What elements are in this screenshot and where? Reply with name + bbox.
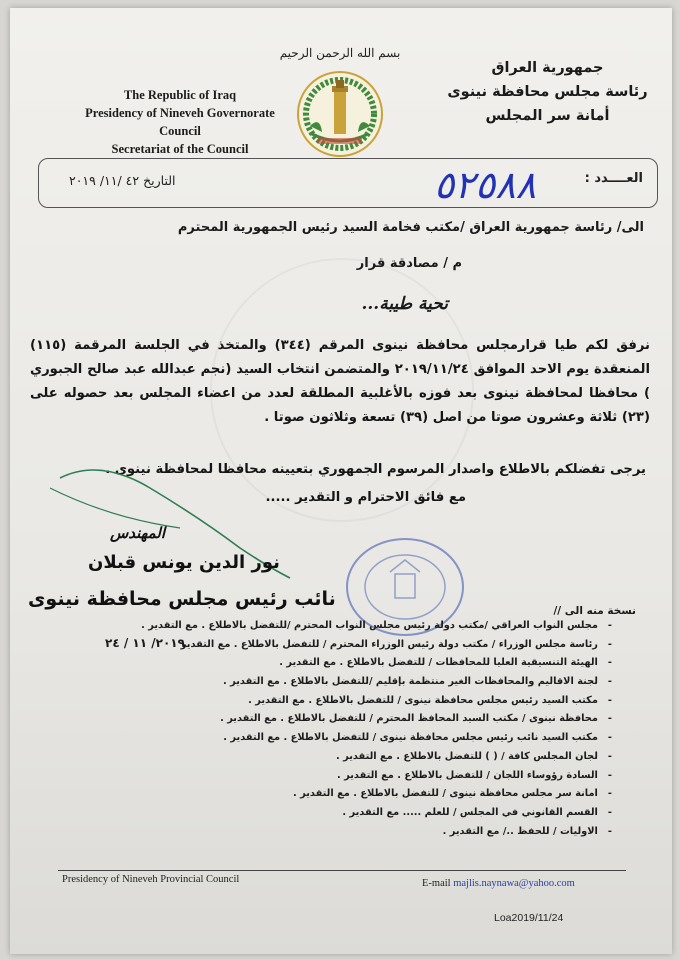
subject-line: م / مصادقة قرار	[356, 256, 462, 271]
signatory-name: نور الدين يونس قبلان	[88, 552, 280, 573]
list-item: - الهيئة التنسيقية العليا للمحافظات / للتفضل بالاطلاع . مع التقدير .	[52, 657, 612, 676]
english-letterhead	[65, 86, 295, 158]
signatory-position: نائب رئيس مجلس محافظة نينوى	[28, 588, 336, 610]
greeting-line: تحية طيبة...	[361, 294, 448, 314]
list-item: - مكتب السيد رئيس مجلس محافظة نينوى / للتفضل بالاطلاع . مع التقدير .	[52, 695, 612, 714]
copies-label: نسخة منه الى //	[553, 605, 636, 617]
arabic-head-line-1: جمهورية العراق	[491, 60, 604, 76]
english-head-line-3: Secretariat of the Council	[111, 142, 249, 156]
handwritten-number: ٥٢٥٨٨	[434, 163, 537, 207]
footer-divider	[58, 870, 626, 871]
document-page	[10, 8, 672, 954]
email-label: E-mail	[422, 878, 451, 889]
footer-council-name: Presidency of Nineveh Provincial Council	[62, 874, 240, 885]
list-item: - محافظة نينوى / مكتب السيد المحافظ المحترم / للتفضل بالاطلاع . مع التقدير .	[52, 713, 612, 732]
arabic-head-line-2: رئاسة مجلس محافظة نينوى	[447, 84, 648, 100]
reference-box	[38, 158, 658, 208]
request-line: يرجى تفضلكم بالاطلاع واصدار المرسوم الجمهوري بتعيينه محافظا لمحافظة نينوى .	[105, 462, 646, 477]
copies-list	[52, 620, 612, 844]
document-code: Loa2019/11/24	[494, 912, 564, 924]
letter-body: نرفق لكم طيا قرارمجلس محافظة نينوى المرقم (٣٤٤) والمتخذ في الجلسة المرقمة (١١٥) المنعقدة يوم الاحد الموافق ٢٠١٩/١١/٢٤ والمتضمن انتخاب السيد (نجم عبدالله عبد صالح الجبوري ) محافظا لمحافظة نينوى بعد فوزه بالأغلبية المطلقة لعدد من اعضاء المجلس بعد حصوله على (٢٣) ثلاثة وعشرون صوتا من اصل (٣٩) تسعة وثلاثون صوتا .	[30, 338, 651, 425]
list-item: - السادة رؤوساء اللجان / للتفضل بالاطلاع . مع التقدير .	[52, 770, 612, 789]
list-item: - القسم القانوني في المجلس / للعلم ..... مع التقدير .	[52, 807, 612, 826]
list-item: - رئاسة مجلس الوزراء / مكتب دولة رئيس الوزراء المحترم / للتفضل بالاطلاع . مع التقدير	[52, 639, 612, 658]
list-item: - امانة سر مجلس محافظة نينوى / للتفضل بالاطلاع . مع التقدير .	[52, 788, 612, 807]
footer-email	[422, 878, 575, 889]
signatory-honorific: المهندس	[110, 524, 166, 542]
regards-line: مع فائق الاحترام و التقدير .....	[265, 490, 466, 505]
list-item: - لجنة الاقاليم والمحافظات الغير منتظمة بإقليم /للتفضل بالاطلاع . مع التقدير .	[52, 676, 612, 695]
list-item: - الاوليات / للحفظ ../ مع التقدير .	[52, 826, 612, 845]
english-head-line-1: The Republic of Iraq	[123, 88, 237, 102]
arabic-letterhead	[440, 56, 655, 128]
council-logo-icon	[292, 68, 388, 160]
date-label: التاريخ ٤٢ /١١/ ٢٠١٩	[69, 173, 176, 188]
copies-date: ٢٠١٩/ ١١ / ٢٤	[105, 636, 185, 650]
number-label: العــــدد :	[584, 171, 643, 186]
list-item: - لجان المجلس كافة / ( ) للتفضل بالاطلاع . مع التقدير .	[52, 751, 612, 770]
list-item: - مكتب السيد نائب رئيس مجلس محافظة نينوى / للتفضل بالاطلاع . مع التقدير .	[52, 732, 612, 751]
english-head-line-2: Presidency of Nineveh Governorate Council	[85, 106, 275, 138]
addressee-line: الى/ رئاسة جمهورية العراق /مكتب فخامة السيد رئيس الجمهورية المحترم	[177, 220, 644, 235]
bismillah-line: بسم الله الرحمن الرحيم	[279, 46, 401, 60]
email-link[interactable]: majlis.naynawa@yahoo.com	[453, 878, 575, 889]
arabic-head-line-3: أمانة سر المجلس	[485, 108, 610, 124]
list-item: - مجلس النواب العراقي /مكتب دولة رئيس مجلس النواب المحترم /للتفضل بالاطلاع . مع التقدير .	[52, 620, 612, 639]
